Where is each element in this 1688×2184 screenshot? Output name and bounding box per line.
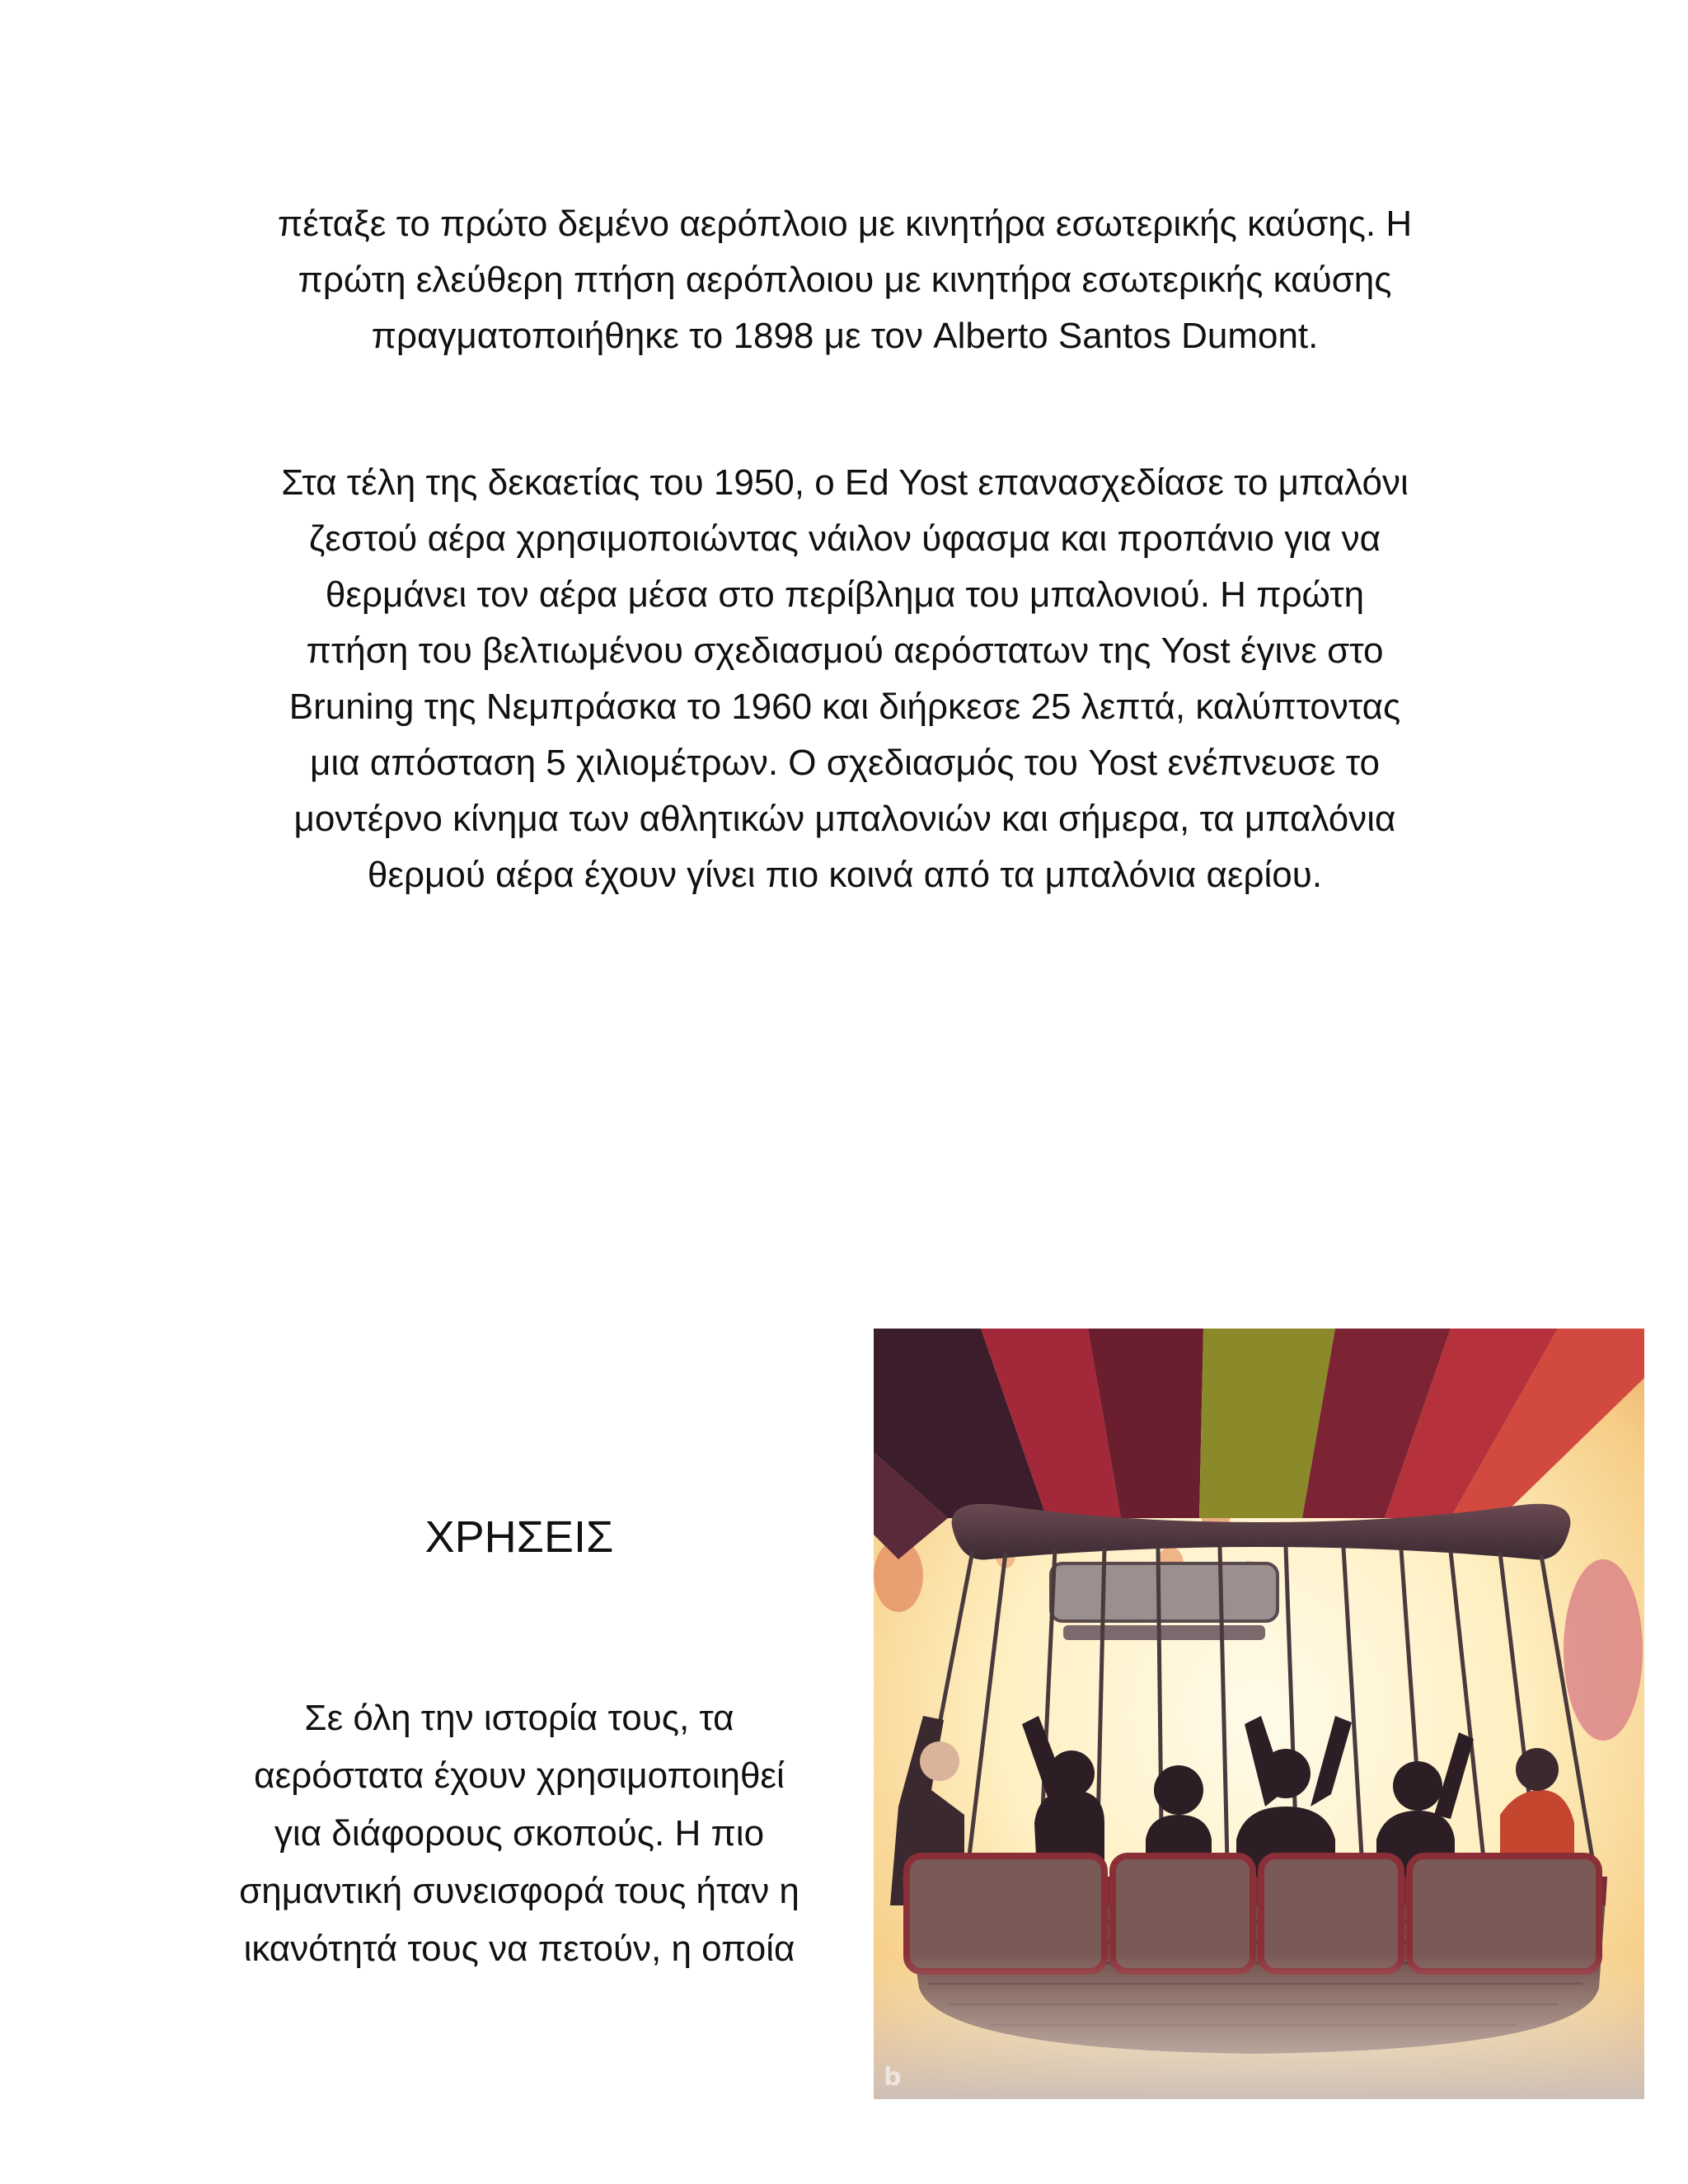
burner (1051, 1563, 1278, 1621)
section-heading: ΧΡΗΣΕΙΣ (424, 1512, 614, 1562)
watermark-logo: b (884, 2063, 902, 2092)
hot-air-balloon-illustration (874, 1329, 1644, 2099)
paragraph-history-airship: πέταξε το πρώτο δεμένο αερόπλοιο με κινητήρα εσωτερικής καύσης. Η πρώτη ελεύθερη πτήση αερόπλοιου με κινητήρα εσωτερικής καύσης πραγματοποιήθηκε το 1898 με τον Alberto Santos Dumont. (277, 204, 1413, 356)
section-body-text: Σε όλη την ιστορία τους, τα αερόστατα έχουν χρησιμοποιηθεί για διάφορους σκοπούς. Η πιο σημαντική συνεισφορά τους ήταν η ικανότητά τους να πετούν, η οποία (239, 1698, 799, 1969)
paragraph-ed-yost: Στα τέλη της δεκαετίας του 1950, ο Ed Yost επανασχεδίασε το μπαλόνι ζεστού αέρα χρησιμοποιώντας νάιλον ύφασμα και προπάνιο για να θερμάνει τον αέρα μέσα στο περίβλημα του μπαλονιού. Η πρώτη πτήση του βελτιωμένου σχεδιασμού αερόστατων της Yost έγινε στο Bruning της Νεμπράσκα το 1960 και διήρκεσε 25 λεπτά, καλύπτοντας μια απόσταση 5 χιλιομέτρων. Ο σχεδιασμός του Yost ενέπνευσε το μοντέρνο κίνημα των αθλητικών μπαλονιών και σήμερα, τα μπαλόνια θερμού αέρα έχουν γίνει πιο κοινά από τα μπαλόνια αερίου. (281, 462, 1409, 895)
clouds (874, 1955, 1644, 2099)
